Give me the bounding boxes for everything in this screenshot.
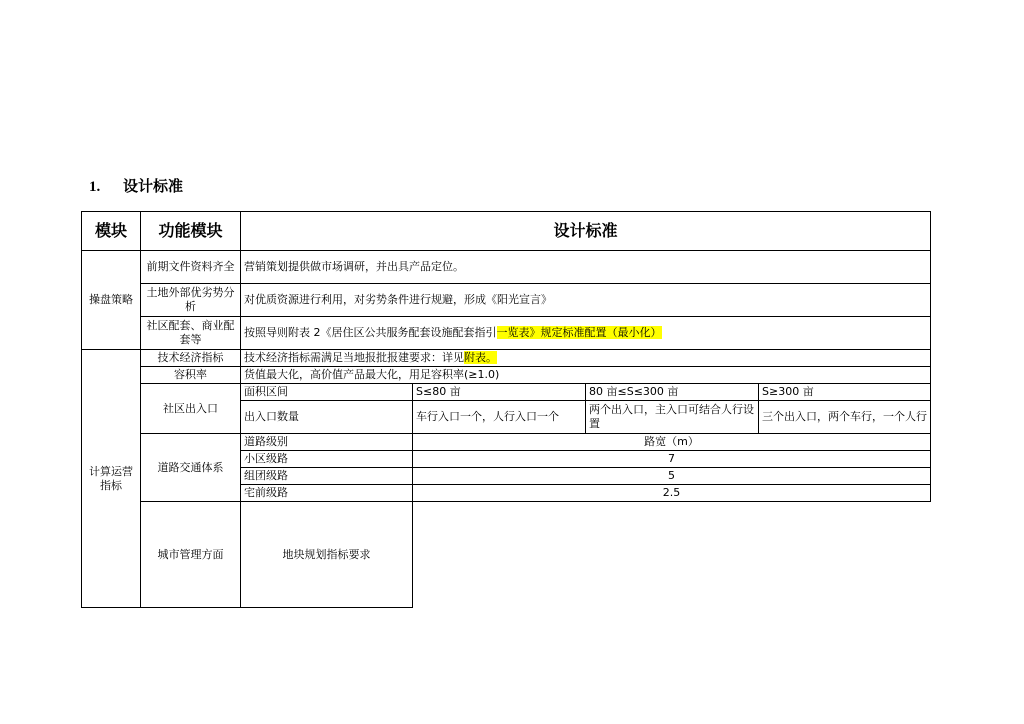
header-standard: 设计标准 [241, 212, 931, 251]
section-heading [89, 176, 183, 197]
function-far: 容积率 [141, 367, 241, 384]
header-module: 模块 [82, 212, 141, 251]
standard-tech-econ-text: 技术经济指标需满足当地报批报建要求：详见 [244, 351, 464, 364]
entrance-count-1: 车行入口一个，人行入口一个 [413, 401, 586, 434]
road-name: 宅前级路 [241, 485, 413, 502]
road-width: 5 [413, 468, 931, 485]
function-entrance: 社区出入口 [141, 384, 241, 434]
design-standard-table [81, 211, 931, 608]
function-early-docs: 前期文件资料齐全 [141, 251, 241, 284]
road-width: 2.5 [413, 485, 931, 502]
section-title: 设计标准 [123, 177, 184, 195]
table-row [82, 367, 931, 384]
function-land-swot: 土地外部优劣势分析 [141, 284, 241, 317]
standard-tech-econ [241, 350, 931, 367]
entrance-area-label: 面积区间 [241, 384, 413, 401]
standard-tech-econ-highlight: 附表。 [464, 351, 497, 364]
road-name: 小区级路 [241, 451, 413, 468]
header-function: 功能模块 [141, 212, 241, 251]
header-row [82, 212, 931, 251]
standard-early-docs: 营销策划提供做市场调研，并出具产品定位。 [241, 251, 931, 284]
table-row [82, 317, 931, 350]
group-operation: 操盘策略 [82, 251, 141, 350]
road-width: 7 [413, 451, 931, 468]
table-row [82, 251, 931, 284]
entrance-count-label: 出入口数量 [241, 401, 413, 434]
function-tech-econ: 技术经济指标 [141, 350, 241, 367]
empty-cell [413, 502, 931, 608]
standard-far: 货值最大化，高价值产品最大化，用足容积率(≥1.0) [241, 367, 931, 384]
standard-community-highlight: 一览表》规定标准配置（最小化） [496, 326, 662, 339]
standard-community-text: 按照导则附表 2《居住区公共服务配套设施配套指引 [244, 326, 497, 339]
road-level-label: 道路级别 [241, 434, 413, 451]
standard-land-swot: 对优质资源进行利用，对劣势条件进行规避，形成《阳光宣言》 [241, 284, 931, 317]
road-name: 组团级路 [241, 468, 413, 485]
group-indicators: 计算运营指标 [82, 350, 141, 608]
standard-community [241, 317, 931, 350]
table-row [82, 384, 931, 401]
entrance-count-2: 两个出入口，主入口可结合人行设置 [586, 401, 759, 434]
function-plot: 地块规划指标要求 [241, 502, 413, 608]
entrance-area-2: 80 亩≤S≤300 亩 [586, 384, 759, 401]
group-city: 城市管理方面 [141, 502, 241, 608]
function-community: 社区配套、商业配套等 [141, 317, 241, 350]
road-width-label: 路宽（m） [413, 434, 931, 451]
table-row [82, 350, 931, 367]
section-number: 1. [89, 179, 101, 195]
table-row [82, 284, 931, 317]
table-row [82, 434, 931, 451]
table-row [82, 502, 931, 608]
entrance-area-3: S≥300 亩 [759, 384, 931, 401]
function-road: 道路交通体系 [141, 434, 241, 502]
entrance-count-3: 三个出入口，两个车行，一个人行 [759, 401, 931, 434]
entrance-area-1: S≤80 亩 [413, 384, 586, 401]
